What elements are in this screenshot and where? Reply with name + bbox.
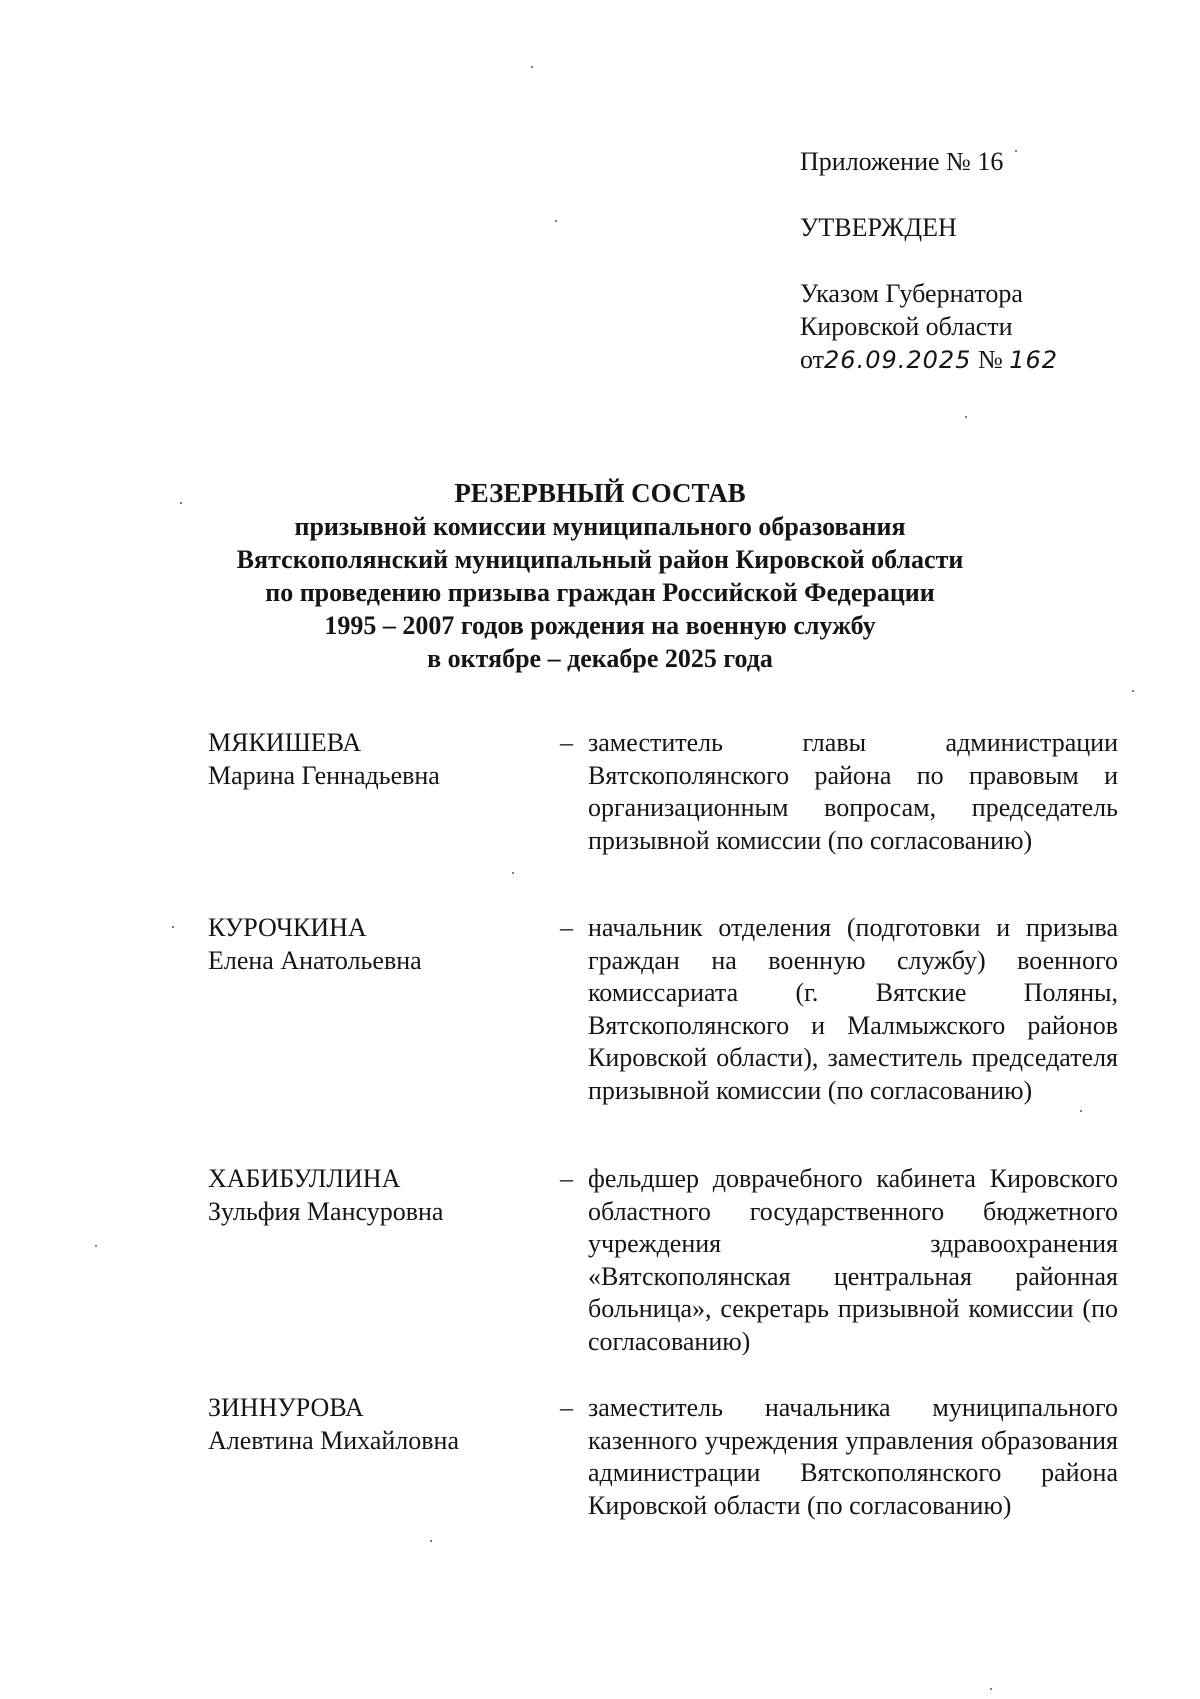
- scan-speck: [512, 872, 514, 874]
- dash: –: [560, 913, 573, 942]
- appendix-label: Приложение № 16: [800, 147, 1004, 176]
- scan-speck: [965, 416, 967, 418]
- member-name: [208, 1163, 528, 1228]
- member-surname: ЗИННУРОВА: [208, 1393, 364, 1422]
- dash: –: [560, 1393, 573, 1422]
- member-role: фельдшер доврачебного кабинета Кировского областного государственного бюджетного учреждения здравоохранения «Вятскополянская центральная районная больница», секретарь призывной комиссии (по согласованию): [588, 1164, 1118, 1356]
- scan-speck: [95, 1245, 97, 1247]
- scan-speck: [1132, 690, 1134, 692]
- scan-speck: [1015, 150, 1017, 152]
- title-line: в октябре – декабре 2025 года: [427, 644, 773, 673]
- member-surname: ХАБИБУЛЛИНА: [208, 1164, 401, 1193]
- scan-speck: [1080, 1110, 1082, 1112]
- member-name: [208, 1392, 528, 1457]
- date-prefix: от: [800, 345, 825, 374]
- member-role: заместитель главы администрации Вятскополянского района по правовым и организационным вопросам, председатель призывной комиссии (по согласованию): [588, 728, 1118, 855]
- title-line: по проведению призыва граждан Российской Федерации: [265, 578, 935, 607]
- member-given-name: Алевтина Михайловна: [208, 1425, 459, 1455]
- member-role: начальник отделения (подготовки и призыва граждан на военную службу) военного комиссариата (г. Вятские Поляны, Вятскополянского и Малмыжского районов Кировской области), заместитель председателя призывной комиссии (по согласованию): [588, 913, 1118, 1105]
- scan-speck: [430, 1540, 432, 1542]
- member-name: [208, 912, 528, 977]
- member-given-name: Елена Анатольевна: [208, 945, 422, 975]
- decree-date-line: [800, 343, 1058, 377]
- number-prefix: №: [977, 345, 1003, 374]
- member-given-name: Марина Геннадьевна: [208, 760, 440, 790]
- handwritten-date: 26.09.2025: [824, 346, 972, 374]
- member-given-name: Зульфия Мансуровна: [208, 1196, 444, 1226]
- member-surname: КУРОЧКИНА: [208, 913, 367, 942]
- title-main: РЕЗЕРВНЫЙ СОСТАВ: [454, 478, 746, 508]
- title-line: призывной комиссии муниципального образования: [294, 512, 906, 541]
- member-surname: МЯКИШЕВА: [208, 728, 362, 757]
- dash: –: [560, 728, 573, 757]
- scan-speck: [531, 66, 533, 68]
- approval-block: [800, 145, 1058, 377]
- title-line: 1995 – 2007 годов рождения на военную службу: [324, 611, 876, 640]
- scan-speck: [180, 502, 182, 504]
- decree-line-2: Кировской области: [800, 312, 1013, 341]
- scan-speck: [172, 926, 174, 928]
- dash: –: [560, 1164, 573, 1193]
- approved-stamp-text: УТВЕРЖДЕН: [800, 213, 957, 242]
- title-line: Вятскополянский муниципальный район Кировской области: [236, 545, 964, 574]
- scan-speck: [555, 220, 557, 222]
- member-role: заместитель начальника муниципального казенного учреждения управления образования администрации Вятскополянского района Кировской области (по согласованию): [588, 1393, 1118, 1520]
- handwritten-number: 162: [1009, 346, 1059, 374]
- member-name: [208, 727, 528, 792]
- document-title: [100, 477, 1100, 675]
- scan-speck: [990, 1688, 992, 1690]
- decree-line-1: Указом Губернатора: [800, 279, 1023, 308]
